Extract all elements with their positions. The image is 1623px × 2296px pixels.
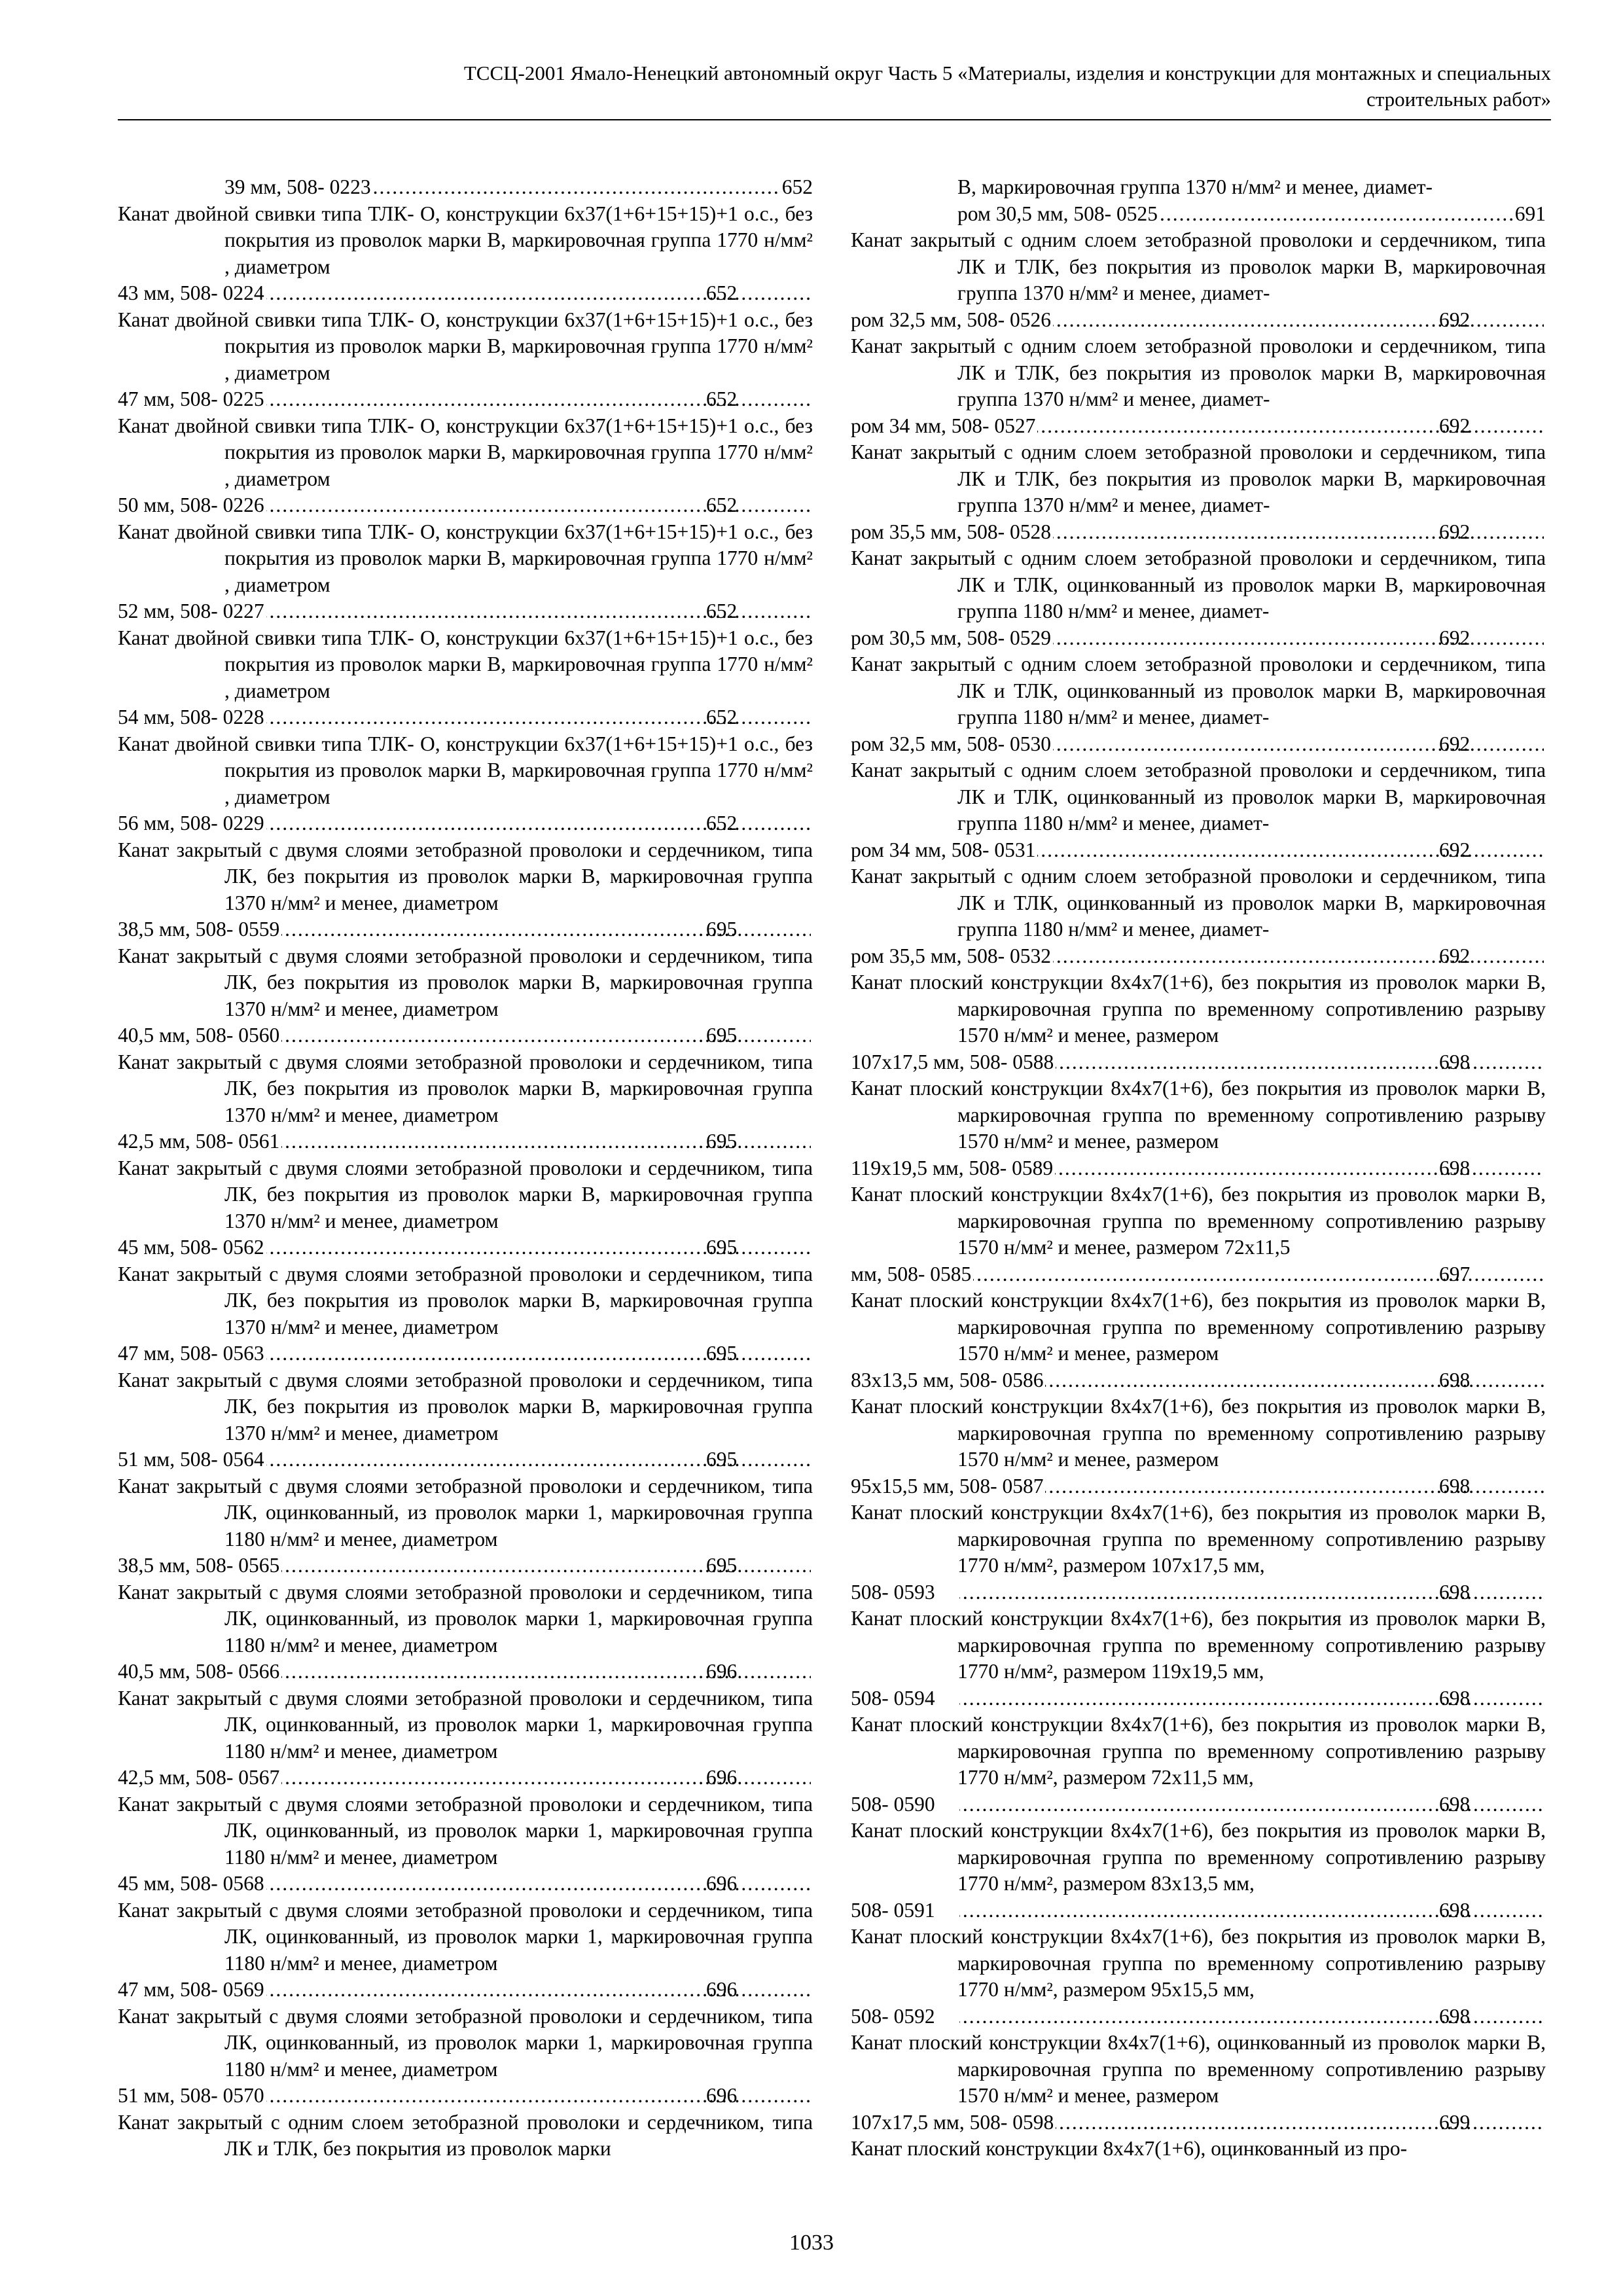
entry-text: Канат закрытый с двумя слоями зетобразной проволоки и сердечником, типа ЛК, оцинкованный, из проволок марки 1, маркировочная группа 1180 н/мм² и менее, диаметром [118, 1474, 813, 1551]
entry-tail: 39 мм, 508- 0223 [224, 175, 371, 198]
leader-dots [1053, 943, 1544, 970]
index-entry: Канат закрытый с двумя слоями зетобразной проволоки и сердечником, типа ЛК, оцинкованный, из проволок марки 1, маркировочная группа 1180 н/мм² и менее, диаметром 51 мм, 508- 0570 ..... 696 [118, 2003, 813, 2109]
entry-tail: 38,5 мм, 508- 0559 [118, 918, 280, 941]
leader-dots [1053, 519, 1544, 546]
continuation-entry [851, 174, 1546, 227]
index-entry: Канат закрытый с двумя слоями зетобразной проволоки и сердечником, типа ЛК, без покрытия из проволок марки В, маркировочная группа 1370 н/мм² и менее, диаметром 38,5 мм, 508- 0559 ..... 695 [118, 837, 813, 943]
entry-text: Канат двойной свивки типа ТЛК- О, конструкции 6х37(1+6+15+15)+1 о.с., без покрытия из проволок марки В, маркировочная группа 1770 н/мм² , диаметром [118, 520, 813, 596]
entry-text: Канат двойной свивки типа ТЛК- О, конструкции 6х37(1+6+15+15)+1 о.с., без покрытия из проволок марки В, маркировочная группа 1770 н/мм² , диаметром [118, 414, 813, 490]
entry-tail: 52 мм, 508- 0227 [118, 600, 264, 622]
entry-text: Канат двойной свивки типа ТЛК- О, конструкции 6х37(1+6+15+15)+1 о.с., без покрытия из проволок марки В, маркировочная группа 1770 н/мм² , диаметром [118, 308, 813, 384]
entry-text: Канат плоский конструкции 8х4х7(1+6), без покрытия из проволок марки В, маркировочная группа по временному сопротивлению разрыву 1570 н/мм² и менее, размером [851, 1395, 1546, 1471]
index-entry: Канат плоский конструкции 8х4х7(1+6), без покрытия из проволок марки В, маркировочная группа по временному сопротивлению разрыву 1770 н/мм², размером 107х17,5 мм, 508- 0593 ..... 698 [851, 1499, 1546, 1605]
entry-text: Канат закрытый с одним слоем зетобразной проволоки и сердечником, типа ЛК и ТЛК, без покрытия из проволок марки В, маркировочная группа 1370 н/мм² и менее, диамет- [851, 228, 1546, 304]
index-entry: Канат закрытый с двумя слоями зетобразной проволоки и сердечником, типа ЛК, оцинкованный, из проволок марки 1, маркировочная группа 1180 н/мм² и менее, диаметром 40,5 мм, 508- 0566 ..... 696 [118, 1579, 813, 1685]
entry-tail: ром 34 мм, 508- 0527 [851, 414, 1036, 437]
entry-tail: 40,5 мм, 508- 0566 [118, 1660, 280, 1683]
entry-tail: 47 мм, 508- 0225 [118, 387, 264, 410]
entry-tail: ром 30,5 мм, 508- 0525 [957, 202, 1158, 225]
entry-tail: 51 мм, 508- 0570 [118, 2084, 264, 2107]
index-entry: Канат закрытый с двумя слоями зетобразной проволоки и сердечником, типа ЛК, без покрытия из проволок марки В, маркировочная группа 1370 н/мм² и менее, диаметром 45 мм, 508- 0562 ..... 695 [118, 1155, 813, 1261]
index-entry: Канат двойной свивки типа ТЛК- О, конструкции 6х37(1+6+15+15)+1 о.с., без покрытия из проволок марки В, маркировочная группа 1770 н/мм² , диаметром 47 мм, 508- 0225 ..... 652 [118, 307, 813, 413]
leader-dots [1053, 307, 1544, 334]
index-entry: Канат плоский конструкции 8х4х7(1+6), без покрытия из проволок марки В, маркировочная группа по временному сопротивлению разрыву 1770 н/мм², размером 119х19,5 мм, 508- 0594 ..... 698 [851, 1605, 1546, 1712]
index-entry: Канат двойной свивки типа ТЛК- О, конструкции 6х37(1+6+15+15)+1 о.с., без покрытия из проволок марки В, маркировочная группа 1770 н/мм² , диаметром 56 мм, 508- 0229 ..... 652 [118, 731, 813, 837]
index-entry: Канат закрытый с двумя слоями зетобразной проволоки и сердечником, типа ЛК, оцинкованный, из проволок марки 1, маркировочная группа 1180 н/мм² и менее, диаметром 47 мм, 508- 0569 ..... 696 [118, 1897, 813, 2003]
leader-dots [1053, 625, 1544, 652]
entry-tail: мм, 508- 0585 [851, 1262, 972, 1285]
entry-text: Канат двойной свивки типа ТЛК- О, конструкции 6х37(1+6+15+15)+1 о.с., без покрытия из проволок марки В, маркировочная группа 1770 н/мм² , диаметром [118, 732, 813, 808]
entry-tail: ром 32,5 мм, 508- 0526 [851, 308, 1051, 331]
entry-text: Канат закрытый с одним слоем зетобразной проволоки и сердечником, типа ЛК и ТЛК, оцинкованный из проволок марки В, маркировочная группа 1180 н/мм² и менее, диамет- [851, 759, 1546, 834]
entry-text: Канат закрытый с двумя слоями зетобразной проволоки и сердечником, типа ЛК, оцинкованный, из проволок марки 1, маркировочная группа 1180 н/мм² и менее, диаметром [118, 2004, 813, 2081]
index-entry: Канат закрытый с двумя слоями зетобразной проволоки и сердечником, типа ЛК, без покрытия из проволок марки В, маркировочная группа 1370 н/мм² и менее, диаметром 51 мм, 508- 0564 ..... 695 [118, 1367, 813, 1473]
entry-text: Канат закрытый с одним слоем зетобразной проволоки и сердечником, типа ЛК и ТЛК, без покрытия из проволок марки В, маркировочная группа 1370 н/мм² и менее, диамет- [851, 440, 1546, 516]
entry-text: Канат плоский конструкции 8х4х7(1+6), без покрытия из проволок марки В, маркировочная группа по временному сопротивлению разрыву 1570 н/мм² и менее, размером [851, 971, 1546, 1047]
entry-tail: ром 34 мм, 508- 0531 [851, 838, 1036, 861]
entry-text: Канат закрытый с двумя слоями зетобразной проволоки и сердечником, типа ЛК, без покрытия из проволок марки В, маркировочная группа 1370 н/мм² и менее, диаметром [118, 1368, 813, 1444]
index-entry: Канат закрытый с одним слоем зетобразной проволоки и сердечником, типа ЛК и ТЛК, оцинкованный из проволок марки В, маркировочная группа 1180 н/мм² и менее, диамет- ром 32,5 мм, 508- 0530 ..... 692 [851, 651, 1546, 757]
entry-text: Канат закрытый с двумя слоями зетобразной проволоки и сердечником, типа ЛК, оцинкованный, из проволок марки 1, маркировочная группа 1180 н/мм² и менее, диаметром [118, 1686, 813, 1763]
trailing-entry: Канат плоский конструкции 8х4х7(1+6), оцинкованный из про- [851, 2137, 1408, 2160]
leader-dots [1056, 2109, 1544, 2136]
index-entry: Канат закрытый с двумя слоями зетобразной проволоки и сердечником, типа ЛК, оцинкованный, из проволок марки 1, маркировочная группа 1180 н/мм² и менее, диаметром 42,5 мм, 508- 0567 ..... 696 [118, 1685, 813, 1791]
entry-tail: 83х13,5 мм, 508- 0586 [851, 1368, 1044, 1391]
page-ref: 652 [781, 175, 813, 198]
index-entry: Канат двойной свивки типа ТЛК- О, конструкции 6х37(1+6+15+15)+1 о.с., без покрытия из проволок марки В, маркировочная группа 1770 н/мм² , диаметром 54 мм, 508- 0228 ..... 652 [118, 625, 813, 731]
header-rule [118, 119, 1551, 120]
index-entry: Канат плоский конструкции 8х4х7(1+6), оцинкованный из проволок марки В, маркировочная группа по временному сопротивлению разрыву 1570 н/мм² и менее, размером 107х17,5 мм, 508- 0598 ..... 699 [851, 2030, 1546, 2136]
entry-text: Канат закрытый с двумя слоями зетобразной проволоки и сердечником, типа ЛК, без покрытия из проволок марки В, маркировочная группа 1370 н/мм² и менее, диаметром [118, 1262, 813, 1338]
index-entry: Канат плоский конструкции 8х4х7(1+6), без покрытия из проволок марки В, маркировочная группа по временному сопротивлению разрыву 1570 н/мм² и менее, размером 83х13,5 мм, 508- 0586 ..... 698 [851, 1287, 1546, 1393]
index-entry: Канат закрытый с одним слоем зетобразной проволоки и сердечником, типа ЛК и ТЛК, оцинкованный из проволок марки В, маркировочная группа 1180 н/мм² и менее, диамет- ром 35,5 мм, 508- 0532 ..... 692 [851, 863, 1546, 969]
trailing-entry: Канат закрытый с одним слоем зетобразной проволоки и сердечником, типа ЛК и ТЛК, без покрытия из проволок марки [118, 2110, 813, 2160]
entry-text: Канат закрытый с двумя слоями зетобразной проволоки и сердечником, типа ЛК, без покрытия из проволок марки В, маркировочная группа 1370 н/мм² и менее, диаметром [118, 1050, 813, 1126]
entry-tail: 51 мм, 508- 0564 [118, 1448, 264, 1471]
entry-tail: 107х17,5 мм, 508- 0588 [851, 1050, 1054, 1073]
entry-tail: 45 мм, 508- 0568 [118, 1872, 264, 1895]
index-entry: Канат закрытый с одним слоем зетобразной проволоки и сердечником, типа ЛК и ТЛК, оцинкованный из проволок марки В, маркировочная группа 1180 н/мм² и менее, диамет- ром 30,5 мм, 508- 0529 ..... 692 [851, 545, 1546, 651]
index-entry: Канат закрытый с двумя слоями зетобразной проволоки и сердечником, типа ЛК, без покрытия из проволок марки В, маркировочная группа 1370 н/мм² и менее, диаметром 40,5 мм, 508- 0560 ..... 695 [118, 943, 813, 1049]
running-header [118, 60, 1551, 113]
entry-text: Канат закрытый с двумя слоями зетобразной проволоки и сердечником, типа ЛК, оцинкованный, из проволок марки 1, маркировочная группа 1180 н/мм² и менее, диаметром [118, 1580, 813, 1657]
index-column-right [851, 174, 1546, 2162]
entry-text: Канат плоский конструкции 8х4х7(1+6), без покрытия из проволок марки В, маркировочная группа по временному сопротивлению разрыву 1770 н/мм², размером 83х13,5 мм, [851, 1819, 1546, 1895]
entry-text: Канат закрытый с одним слоем зетобразной проволоки и сердечником, типа ЛК и ТЛК, оцинкованный из проволок марки В, маркировочная группа 1180 н/мм² и менее, диамет- [851, 865, 1546, 941]
entry-tail: 42,5 мм, 508- 0561 [118, 1130, 280, 1153]
entry-tail: 38,5 мм, 508- 0565 [118, 1554, 280, 1577]
entry-text: Канат закрытый с двумя слоями зетобразной проволоки и сердечником, типа ЛК, оцинкованный, из проволок марки 1, маркировочная группа 1180 н/мм² и менее, диаметром [118, 1898, 813, 1975]
index-entry: Канат плоский конструкции 8х4х7(1+6), без покрытия из проволок марки В, маркировочная группа по временному сопротивлению разрыву 1770 н/мм², размером 83х13,5 мм, 508- 0591 ..... 698 [851, 1818, 1546, 1924]
entry-text: Канат закрытый с одним слоем зетобразной проволоки и сердечником, типа ЛК и ТЛК, оцинкованный из проволок марки В, маркировочная группа 1180 н/мм² и менее, диамет- [851, 547, 1546, 622]
entry-tail: ром 30,5 мм, 508- 0529 [851, 626, 1051, 649]
entry-tail: 42,5 мм, 508- 0567 [118, 1766, 280, 1789]
entry-text: Канат закрытый с двумя слоями зетобразной проволоки и сердечником, типа ЛК, без покрытия из проволок марки В, маркировочная группа 1370 н/мм² и менее, диаметром [118, 944, 813, 1020]
entry-tail: ром 35,5 мм, 508- 0528 [851, 520, 1051, 543]
entry-text: Канат плоский конструкции 8х4х7(1+6), без покрытия из проволок марки В, маркировочная группа по временному сопротивлению разрыву 1770 н/мм², размером 95х15,5 мм, [851, 1925, 1546, 2001]
entry-list [118, 201, 813, 2109]
entry-tail: 54 мм, 508- 0228 [118, 706, 264, 728]
index-entry: Канат закрытый с одним слоем зетобразной проволоки и сердечником, типа ЛК и ТЛК, без покрытия из проволок марки В, маркировочная группа 1370 н/мм² и менее, диамет- ром 35,5 мм, 508- 0528 ..... 692 [851, 439, 1546, 545]
index-entry: Канат плоский конструкции 8х4х7(1+6), без покрытия из проволок марки В, маркировочная группа по временному сопротивлению разрыву 1570 н/мм² и менее, размером 119х19,5 мм, 508- 0589 ..... 698 [851, 1075, 1546, 1181]
index-entry: Канат плоский конструкции 8х4х7(1+6), без покрытия из проволок марки В, маркировочная группа по временному сопротивлению разрыву 1570 н/мм² и менее, размером 107х17,5 мм, 508- 0588 ..... 698 [851, 969, 1546, 1075]
index-entry: Канат двойной свивки типа ТЛК- О, конструкции 6х37(1+6+15+15)+1 о.с., без покрытия из проволок марки В, маркировочная группа 1770 н/мм² , диаметром 43 мм, 508- 0224 ..... 652 [118, 201, 813, 307]
leader-dots [1055, 1155, 1544, 1182]
entry-text: Канат двойной свивки типа ТЛК- О, конструкции 6х37(1+6+15+15)+1 о.с., без покрытия из проволок марки В, маркировочная группа 1770 н/мм² , диаметром [118, 626, 813, 702]
entry-tail: 95х15,5 мм, 508- 0587 [851, 1474, 1044, 1498]
index-entry: Канат плоский конструкции 8х4х7(1+6), без покрытия из проволок марки В, маркировочная группа по временному сопротивлению разрыву 1770 н/мм², размером 72х11,5 мм, 508- 0590 ..... 698 [851, 1712, 1546, 1818]
entry-text: Канат плоский конструкции 8х4х7(1+6), без покрытия из проволок марки В, маркировочная группа по временному сопротивлению разрыву 1770 н/мм², размером 119х19,5 мм, [851, 1607, 1546, 1683]
entry-text: Канат закрытый с двумя слоями зетобразной проволоки и сердечником, типа ЛК, оцинкованный, из проволок марки 1, маркировочная группа 1180 н/мм² и менее, диаметром [118, 1792, 813, 1869]
entry-text: Канат плоский конструкции 8х4х7(1+6), без покрытия из проволок марки В, маркировочная группа по временному сопротивлению разрыву 1570 н/мм² и менее, размером 72х11,5 [851, 1183, 1546, 1259]
entry-tail: 47 мм, 508- 0569 [118, 1978, 264, 2001]
entry-text: Канат закрытый с двумя слоями зетобразной проволоки и сердечником, типа ЛК, без покрытия из проволок марки В, маркировочная группа 1370 н/мм² и менее, диаметром [118, 1156, 813, 1232]
index-entry: Канат закрытый с одним слоем зетобразной проволоки и сердечником, типа ЛК и ТЛК, без покрытия из проволок марки В, маркировочная группа 1370 н/мм² и менее, диамет- ром 32,5 мм, 508- 0526 ..... 692 [851, 227, 1546, 333]
entry-tail: 119х19,5 мм, 508- 0589 [851, 1156, 1054, 1179]
index-entry: Канат закрытый с двумя слоями зетобразной проволоки и сердечником, типа ЛК, без покрытия из проволок марки В, маркировочная группа 1370 н/мм² и менее, диаметром 42,5 мм, 508- 0561 ..... 695 [118, 1049, 813, 1155]
entry-tail: 56 мм, 508- 0229 [118, 812, 264, 834]
index-entry: Канат двойной свивки типа ТЛК- О, конструкции 6х37(1+6+15+15)+1 о.с., без покрытия из проволок марки В, маркировочная группа 1770 н/мм² , диаметром 50 мм, 508- 0226 ..... 652 [118, 413, 813, 519]
index-entry: Канат закрытый с двумя слоями зетобразной проволоки и сердечником, типа ЛК, оцинкованный, из проволок марки 1, маркировочная группа 1180 н/мм² и менее, диаметром 38,5 мм, 508- 0565 ..... 695 [118, 1473, 813, 1579]
index-entry: Канат закрытый с одним слоем зетобразной проволоки и сердечником, типа ЛК и ТЛК, оцинкованный из проволок марки В, маркировочная группа 1180 н/мм² и менее, диамет- ром 34 мм, 508- 0531 ..... 692 [851, 757, 1546, 863]
entry-text: Канат плоский конструкции 8х4х7(1+6), без покрытия из проволок марки В, маркировочная группа по временному сопротивлению разрыву 1570 н/мм² и менее, размером [851, 1289, 1546, 1365]
header-line-1: ТССЦ-2001 Ямало-Ненецкий автономный округ Часть 5 «Материалы, изделия и конструкции для монтажных и специальных [463, 62, 1551, 84]
entry-text: Канат двойной свивки типа ТЛК- О, конструкции 6х37(1+6+15+15)+1 о.с., без покрытия из проволок марки В, маркировочная группа 1770 н/мм² , диаметром [118, 202, 813, 278]
entry-text: Канат плоский конструкции 8х4х7(1+6), без покрытия из проволок марки В, маркировочная группа по временному сопротивлению разрыву 1770 н/мм², размером 107х17,5 мм, [851, 1501, 1546, 1577]
entry-text: Канат плоский конструкции 8х4х7(1+6), без покрытия из проволок марки В, маркировочная группа по временному сопротивлению разрыву 1770 н/мм², размером 72х11,5 мм, [851, 1713, 1546, 1789]
index-entry: Канат закрытый с одним слоем зетобразной проволоки и сердечником, типа ЛК и ТЛК, без покрытия из проволок марки В, маркировочная группа 1370 н/мм² и менее, диамет- ром 34 мм, 508- 0527 ..... 692 [851, 333, 1546, 439]
continuation-entry [118, 174, 813, 201]
entry-tail: 40,5 мм, 508- 0560 [118, 1024, 280, 1047]
index-entry: Канат плоский конструкции 8х4х7(1+6), без покрытия из проволок марки В, маркировочная группа по временному сопротивлению разрыву 1570 н/мм² и менее, размером 95х15,5 мм, 508- 0587 ..... 698 [851, 1393, 1546, 1499]
entry-text: Канат закрытый с двумя слоями зетобразной проволоки и сердечником, типа ЛК, без покрытия из проволок марки В, маркировочная группа 1370 н/мм² и менее, диаметром [118, 838, 813, 914]
index-entry: Канат плоский конструкции 8х4х7(1+6), без покрытия из проволок марки В, маркировочная группа по временному сопротивлению разрыву 1770 н/мм², размером 95х15,5 мм, 508- 0592 ..... 698 [851, 1924, 1546, 2030]
leader-dots [1160, 201, 1513, 228]
index-entry: Канат плоский конструкции 8х4х7(1+6), без покрытия из проволок марки В, маркировочная группа по временному сопротивлению разрыву 1570 н/мм² и менее, размером 72х11,5 мм, 508- 0585 ..... 697 [851, 1181, 1546, 1287]
entry-tail: ром 32,5 мм, 508- 0530 [851, 732, 1051, 755]
entry-list [851, 227, 1546, 2136]
page-ref: 691 [1514, 202, 1546, 225]
entry-text: Канат плоский конструкции 8х4х7(1+6), оцинкованный из проволок марки В, маркировочная группа по временному сопротивлению разрыву 1570 н/мм² и менее, размером [851, 2031, 1546, 2107]
page-number: 1033 [789, 2231, 834, 2255]
header-line-2: строительных работ» [1366, 88, 1551, 111]
entry-tail: ром 35,5 мм, 508- 0532 [851, 944, 1051, 967]
entry-tail: 107х17,5 мм, 508- 0598 [851, 2110, 1054, 2134]
entry-text: Канат закрытый с одним слоем зетобразной проволоки и сердечником, типа ЛК и ТЛК, без покрытия из проволок марки В, маркировочная группа 1370 н/мм² и менее, диамет- [851, 334, 1546, 410]
entry-tail: 43 мм, 508- 0224 [118, 281, 264, 304]
index-entry: Канат закрытый с двумя слоями зетобразной проволоки и сердечником, типа ЛК, без покрытия из проволок марки В, маркировочная группа 1370 н/мм² и менее, диаметром 47 мм, 508- 0563 ..... 695 [118, 1261, 813, 1367]
entry-tail: 45 мм, 508- 0562 [118, 1236, 264, 1259]
leader-dots [1053, 731, 1544, 758]
entry-tail: 47 мм, 508- 0563 [118, 1342, 264, 1365]
leader-dots [1056, 1049, 1544, 1076]
index-entry: Канат двойной свивки типа ТЛК- О, конструкции 6х37(1+6+15+15)+1 о.с., без покрытия из проволок марки В, маркировочная группа 1770 н/мм² , диаметром 52 мм, 508- 0227 ..... 652 [118, 519, 813, 625]
index-column-left [118, 174, 813, 2162]
leader-dots [373, 174, 780, 201]
index-entry: Канат закрытый с двумя слоями зетобразной проволоки и сердечником, типа ЛК, оцинкованный, из проволок марки 1, маркировочная группа 1180 н/мм² и менее, диаметром 45 мм, 508- 0568 ..... 696 [118, 1791, 813, 1897]
entry-text: Канат закрытый с одним слоем зетобразной проволоки и сердечником, типа ЛК и ТЛК, оцинкованный из проволок марки В, маркировочная группа 1180 н/мм² и менее, диамет- [851, 653, 1546, 728]
entry-text: В, маркировочная группа 1370 н/мм² и менее, диамет- [957, 175, 1433, 198]
entry-text: Канат плоский конструкции 8х4х7(1+6), без покрытия из проволок марки В, маркировочная группа по временному сопротивлению разрыву 1570 н/мм² и менее, размером [851, 1077, 1546, 1153]
entry-tail: 50 мм, 508- 0226 [118, 493, 264, 516]
